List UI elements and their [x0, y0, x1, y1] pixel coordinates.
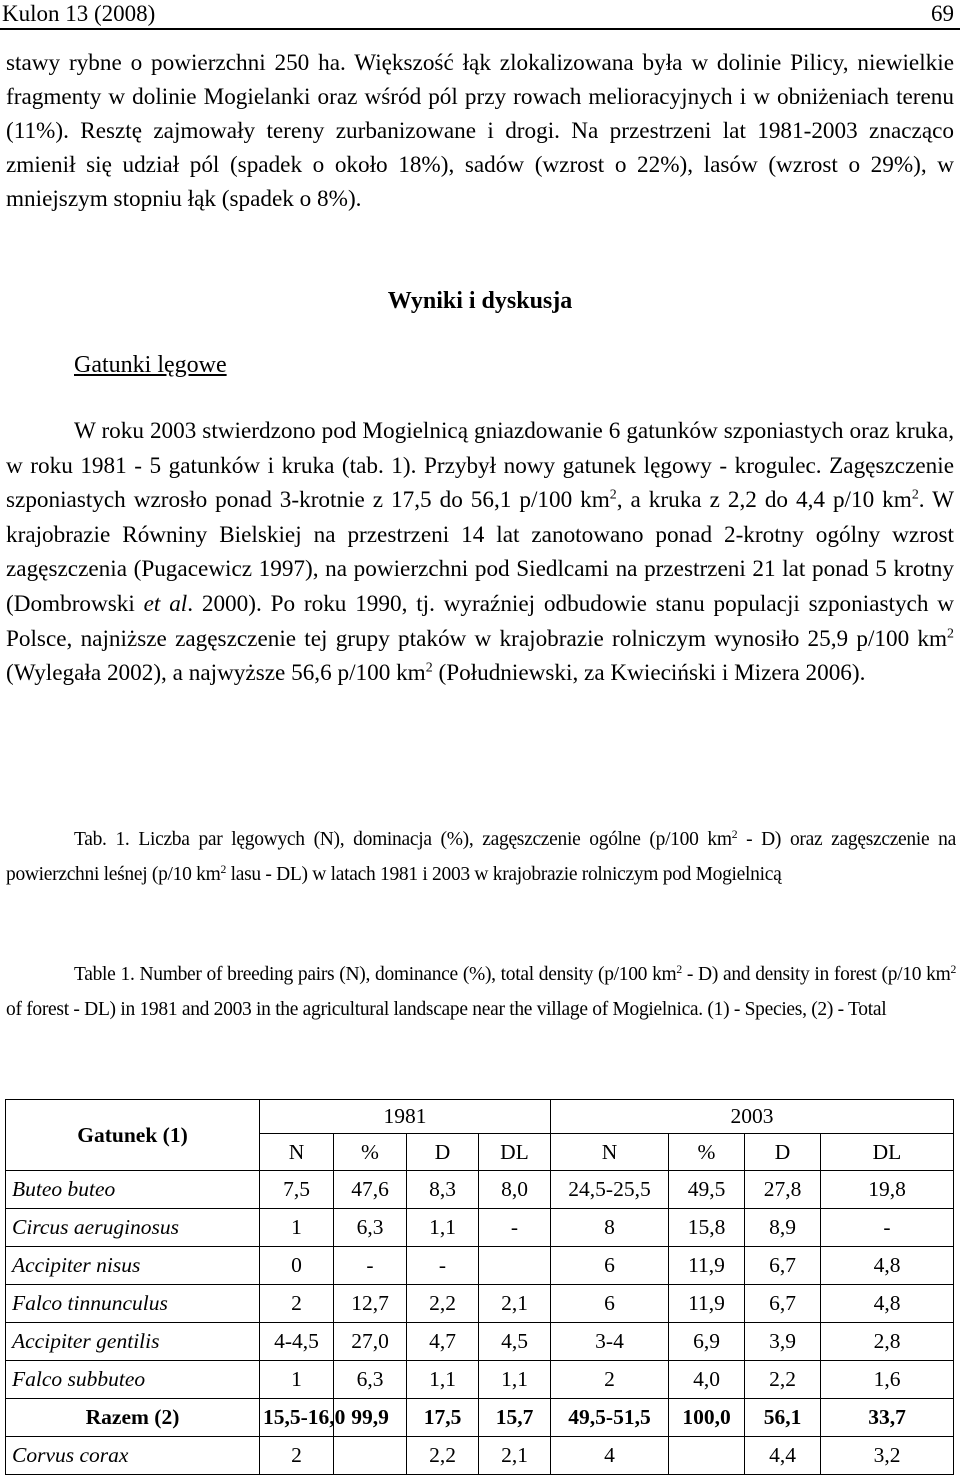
superscript: 2 — [950, 962, 956, 976]
table-cell: - — [479, 1209, 551, 1247]
species-cell: Circus aeruginosus — [6, 1209, 260, 1247]
table-cell: 6,3 — [334, 1361, 407, 1399]
table-cell: 6,7 — [745, 1247, 821, 1285]
table-cell: 15,5-16,0 — [260, 1399, 334, 1437]
column-header: DL — [821, 1134, 954, 1171]
table-cell: 2 — [260, 1437, 334, 1475]
table-cell: 6 — [551, 1285, 669, 1323]
table-cell: 8,0 — [479, 1171, 551, 1209]
table-cell: 11,9 — [669, 1285, 745, 1323]
column-header: % — [334, 1134, 407, 1171]
table-cell: 3,2 — [821, 1437, 954, 1475]
table-cell: 2,2 — [407, 1285, 479, 1323]
table-cell: 24,5-25,5 — [551, 1171, 669, 1209]
text-run: Tab. 1. Liczba par lęgowych (N), dominacja (%), zagęszczenie ogólne (p/100 km — [74, 829, 732, 850]
table-row — [6, 1171, 954, 1209]
table-cell: 3,9 — [745, 1323, 821, 1361]
species-cell: Accipiter nisus — [6, 1247, 260, 1285]
table-total-row — [6, 1399, 954, 1437]
table-cell: 2,1 — [479, 1285, 551, 1323]
table-cell: 1 — [260, 1361, 334, 1399]
superscript: 2 — [911, 487, 919, 503]
table-row — [6, 1361, 954, 1399]
table-cell: 4,5 — [479, 1323, 551, 1361]
text-run: , a kruka z 2,2 do 4,4 p/10 km — [616, 487, 912, 514]
table-cell: 27,8 — [745, 1171, 821, 1209]
table-cell: 4,8 — [821, 1247, 954, 1285]
text-run: (Wylegała 2002), a najwyższe 56,6 p/100 km — [6, 660, 426, 687]
table-cell: 2 — [260, 1285, 334, 1323]
table-cell: 8 — [551, 1209, 669, 1247]
species-cell: Corvus corax — [6, 1437, 260, 1475]
table-cell: - — [821, 1209, 954, 1247]
table-cell: 1 — [260, 1209, 334, 1247]
table-row — [6, 1323, 954, 1361]
text-run: . 2000). Po roku 1990, tj. wyraźniej odbudowie stanu populacji szponiastych w Polsce, najniższe zagęszczenie tej grupy ptaków w krajobrazie rolniczym wynosiło 25,9 p/100 km — [6, 590, 954, 652]
superscript: 2 — [731, 827, 738, 841]
column-header: % — [669, 1134, 745, 1171]
table-cell: 1,1 — [407, 1361, 479, 1399]
section-heading: Wyniki i dyskusja — [387, 288, 573, 314]
table-cell: 6 — [551, 1247, 669, 1285]
table-row — [6, 1209, 954, 1247]
species-column-header: Gatunek (1) — [6, 1100, 260, 1171]
table-cell: 15,8 — [669, 1209, 745, 1247]
et-al-italic: et al — [143, 590, 188, 617]
year-header: 2003 — [551, 1100, 954, 1134]
column-header: N — [551, 1134, 669, 1171]
table-row — [6, 1247, 954, 1285]
journal-citation: Kulon 13 (2008) — [2, 1, 156, 26]
table-cell: 7,5 — [260, 1171, 334, 1209]
table-cell: 2,2 — [745, 1361, 821, 1399]
superscript: 2 — [947, 626, 954, 642]
text-run: (Południewski, za Kwieciński i Mizera 2006). — [432, 660, 866, 687]
table-cell: - — [407, 1247, 479, 1285]
table-cell: 2,1 — [479, 1437, 551, 1475]
table-row — [6, 1285, 954, 1323]
table-cell: 6,9 — [669, 1323, 745, 1361]
table-cell: 19,8 — [821, 1171, 954, 1209]
body-paragraph-intro: stawy rybne o powierzchni 250 ha. Większość łąk zlokalizowana była w dolinie Pilicy, niewielkie fragmenty w dolinie Mogielanki oraz wśród pól przy rowach melioracyjnych i w obniżeniach terenu (11%). Resztę zajmowały tereny zurbanizowane i drogi. Na przestrzeni lat 1981-2003 znacząco zmienił się udział pól (spadek o około 18%), sadów (wzrost o 22%), lasów (wzrost o 29%), w mniejszym stopniu łąk (spadek o 8%). — [6, 50, 954, 212]
table-caption-polish — [6, 822, 956, 892]
superscript: 2 — [220, 862, 227, 876]
species-cell: Falco subbuteo — [6, 1361, 260, 1399]
text-run: W roku 2003 stwierdzono pod Mogielnicą gniazdowanie 6 gatunków szponiastych oraz kruka, w roku 1981 - 5 gatunków i kruka (tab. 1). Przybył nowy gatunek lęgowy - krogulec. Zagęszczenie szponiastych wzrosło ponad 3-krotnie z 17,5 do 56,1 p/100 km — [6, 418, 954, 514]
table-cell: 0 — [260, 1247, 334, 1285]
table-cell: 47,6 — [334, 1171, 407, 1209]
table-cell — [479, 1247, 551, 1285]
species-cell: Falco tinnunculus — [6, 1285, 260, 1323]
page-number: 69 — [931, 1, 954, 26]
table-cell: 4,4 — [745, 1437, 821, 1475]
table-cell — [669, 1437, 745, 1475]
table-cell: 33,7 — [821, 1399, 954, 1437]
data-table — [5, 1099, 954, 1475]
table-cell: 15,7 — [479, 1399, 551, 1437]
table-cell: 4 — [551, 1437, 669, 1475]
text-run: of forest - DL) in 1981 and 2003 in the agricultural landscape near the village of Mogielnica. (1) - Species, (2) - Total — [6, 999, 887, 1020]
total-label-cell: Razem (2) — [6, 1399, 260, 1437]
superscript: 2 — [676, 962, 682, 976]
text-run: Table 1. Number of breeding pairs (N), dominance (%), total density (p/100 km — [74, 964, 677, 985]
table-cell: 8,9 — [745, 1209, 821, 1247]
text-run: . W krajobrazie Równiny Bielskiej na przestrzeni 14 lat zanotowano ponad 2-krotny ogólny wzrost zagęszczenia (Pugacewicz 1997), na powierzchni pod Siedlcami na przestrzeni 21 lat ponad 5 krotny (Dombrowski — [6, 487, 955, 617]
species-cell: Accipiter gentilis — [6, 1323, 260, 1361]
table-cell: 6,7 — [745, 1285, 821, 1323]
text-run: - D) oraz zagęszczenie na powierzchni leśnej (p/10 km — [6, 829, 956, 885]
table-cell: 2,8 — [821, 1323, 954, 1361]
table-cell: - — [334, 1247, 407, 1285]
table-cell: 4,7 — [407, 1323, 479, 1361]
table-row — [6, 1437, 954, 1475]
table-cell: 99,9 — [334, 1399, 407, 1437]
table-cell — [334, 1437, 407, 1475]
superscript: 2 — [425, 660, 433, 676]
table-cell: 49,5 — [669, 1171, 745, 1209]
column-header: D — [407, 1134, 479, 1171]
column-header: N — [260, 1134, 334, 1171]
table-cell: 1,1 — [479, 1361, 551, 1399]
text-run: - D) and density in forest (p/10 km — [681, 964, 951, 985]
table-cell: 11,9 — [669, 1247, 745, 1285]
table-cell: 2,2 — [407, 1437, 479, 1475]
column-header: D — [745, 1134, 821, 1171]
table-caption-english — [6, 957, 956, 1027]
table-cell: 27,0 — [334, 1323, 407, 1361]
year-header: 1981 — [260, 1100, 551, 1134]
body-paragraph-results — [6, 414, 954, 691]
table-cell: 3-4 — [551, 1323, 669, 1361]
column-header: DL — [479, 1134, 551, 1171]
table-cell: 8,3 — [407, 1171, 479, 1209]
subsection-heading: Gatunki lęgowe — [74, 352, 227, 378]
table-cell: 1,1 — [407, 1209, 479, 1247]
table-cell: 49,5-51,5 — [551, 1399, 669, 1437]
table-cell: 1,6 — [821, 1361, 954, 1399]
table-cell: 12,7 — [334, 1285, 407, 1323]
table-cell: 4,8 — [821, 1285, 954, 1323]
table-cell: 6,3 — [334, 1209, 407, 1247]
table-cell: 100,0 — [669, 1399, 745, 1437]
table-cell: 4-4,5 — [260, 1323, 334, 1361]
text-run: lasu - DL) w latach 1981 i 2003 w krajobrazie rolniczym pod Mogielnicą — [226, 864, 782, 885]
table-cell: 56,1 — [745, 1399, 821, 1437]
running-header — [0, 0, 960, 30]
table-cell: 2 — [551, 1361, 669, 1399]
superscript: 2 — [609, 487, 617, 503]
table-header-row — [6, 1100, 954, 1134]
table-cell: 17,5 — [407, 1399, 479, 1437]
species-cell: Buteo buteo — [6, 1171, 260, 1209]
table-cell: 4,0 — [669, 1361, 745, 1399]
